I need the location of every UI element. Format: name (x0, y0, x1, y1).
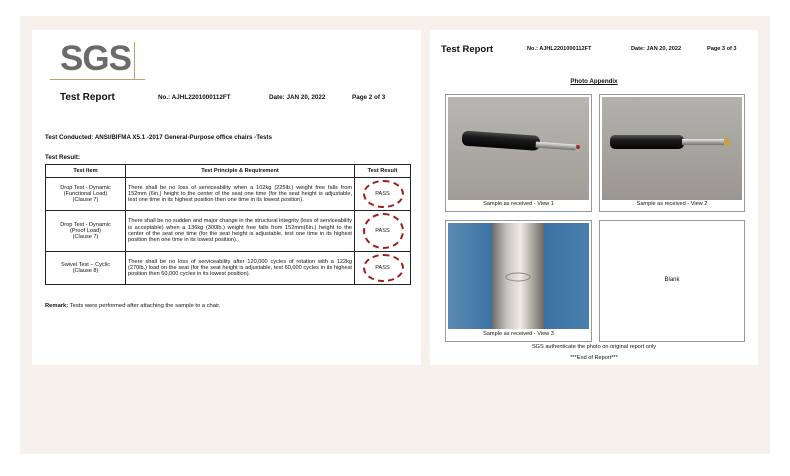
report-title: Test Report (441, 44, 494, 55)
report-page-2 (32, 30, 421, 365)
authenticate-note: SGS authenticate the photo on original report only (531, 344, 657, 350)
logo-rule (134, 42, 135, 80)
column-header: Test Principle & Requirement (126, 165, 355, 178)
result-value: PASS (375, 227, 390, 234)
logo-underline (50, 79, 145, 80)
blank-label: Blank (664, 277, 680, 283)
table-row (46, 252, 411, 285)
result-value: PASS (375, 264, 390, 271)
sgs-logo (50, 38, 145, 80)
test-item-cell (46, 178, 126, 211)
remark-label: Remark: (45, 303, 69, 309)
page-number: Page 3 of 3 (707, 46, 737, 52)
test-principle-cell: There shall be no loss of serviceability when a 102kg (225lb.) weight free falls from 152mm (6in.) height to the center of the seat one time (for the seat height is adjustable, test one time in its highest position then one time in its lowest position). (126, 178, 355, 211)
cylinder-closeup-photo (448, 223, 589, 329)
table-header-row (46, 165, 411, 178)
column-header: Test Item (46, 165, 126, 178)
test-item-line: Drop Test - Dynamic (60, 184, 111, 191)
result-value: PASS (375, 190, 390, 197)
test-result-table (45, 164, 411, 285)
test-item-line: Drop Test - Dynamic (60, 221, 111, 228)
table-row (46, 211, 411, 252)
pass-oval-mark (363, 180, 404, 208)
page-number: Page 2 of 3 (352, 94, 386, 101)
remark-text: Tests were performed after attaching the sample to a chair. (68, 303, 221, 309)
gas-cylinder-photo (602, 97, 742, 200)
report-title: Test Report (60, 92, 115, 103)
photo-frame-view-2 (599, 94, 745, 212)
column-header: Test Result (355, 165, 411, 178)
logo-text: SGS (60, 39, 131, 78)
test-item-cell (46, 252, 126, 285)
test-result-cell (355, 252, 411, 285)
report-number: No.: AJHL2201000112FT (527, 46, 592, 52)
photo-frame-blank (599, 220, 745, 342)
photo-caption: Sample as received - View 2 (636, 201, 708, 207)
test-item-cell (46, 211, 126, 252)
test-item-line: (Proof Load) (69, 227, 102, 234)
pass-oval-mark (363, 213, 404, 249)
remark (45, 303, 221, 309)
report-number: No.: AJHL2201000112FT (158, 94, 231, 101)
pass-oval-mark (363, 254, 404, 282)
test-principle-cell: There shall be no loss of serviceability after 120,000 cycles of rotation with a 122kg (270lb.) load on the seat (for the seat height is adjustable, test 60,000 cycles in its highest position then 60,000 cycles in its lowest position). (126, 252, 355, 285)
test-result-cell (355, 211, 411, 252)
test-item-line: Swivel Test – Cyclic (60, 261, 110, 268)
test-item-line: (Functional Load) (63, 190, 108, 197)
report-date: Date: JAN 20, 2022 (269, 94, 326, 101)
test-item-line: (Clause 8) (72, 268, 99, 274)
gas-cylinder-photo (448, 97, 589, 200)
test-principle-cell: There shall be no sudden and major change in the structural integrity (loss of serviceability is acceptable) when a 136kg (300lb.) weight free falls from 152mm(6in.) height to the center of the seat one time (for the seat height is adjustable, test one time in its highest position then one time in its lowest position). (126, 211, 355, 252)
test-item-line: (Clause 7) (72, 234, 99, 241)
report-date: Date: JAN 20, 2022 (631, 46, 682, 52)
photo-frame-view-3 (445, 220, 592, 342)
test-conducted: Test Conducted: ANSI/BIFMA X5.1 -2017 General-Purpose office chairs -Tests (45, 134, 272, 141)
photo-caption: Sample as received - View 3 (483, 331, 554, 337)
report-page-3 (430, 30, 758, 365)
photo-appendix-title: Photo Appendix (570, 78, 618, 85)
photo-frame-view-1 (445, 94, 592, 212)
end-of-report: ***End of Report*** (570, 355, 618, 361)
photo-caption: Sample as received - View 1 (483, 201, 554, 207)
table-row (46, 178, 411, 211)
test-result-cell (355, 178, 411, 211)
test-item-line: (Clause 7) (72, 197, 99, 204)
test-result-label: Test Result: (45, 154, 80, 161)
